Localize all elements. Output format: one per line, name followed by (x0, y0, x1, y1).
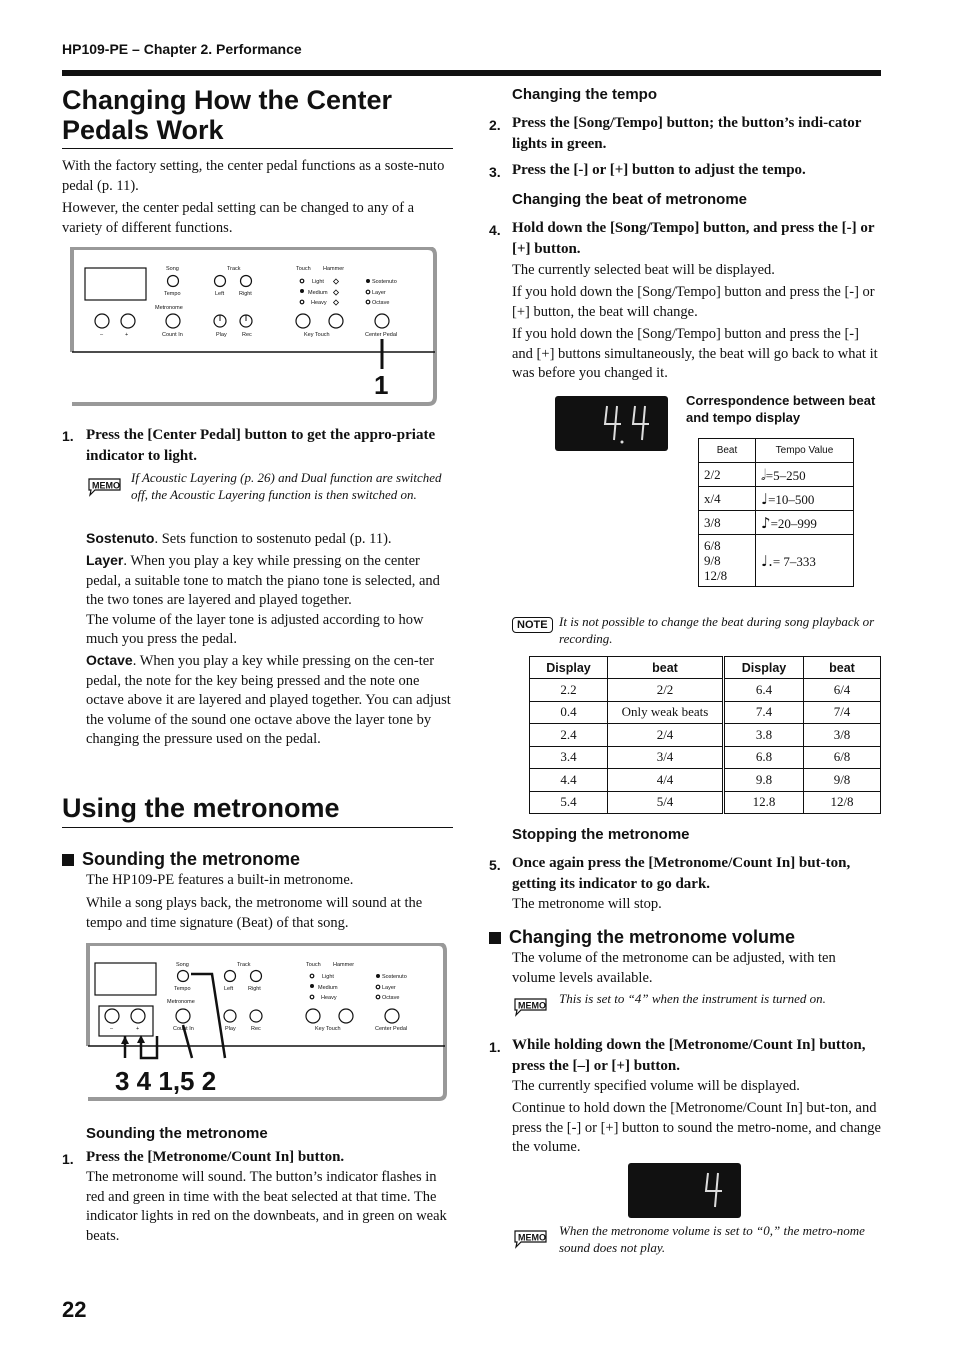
svg-text:Metronome: Metronome (167, 999, 195, 1005)
label-play: Play (216, 332, 227, 338)
note-beat-change: It is not possible to change the beat during song playback or recording. (559, 614, 875, 646)
correspondence-caption: Correspondence between beat and tempo display (686, 393, 876, 425)
label-metronome: Metronome (155, 305, 183, 311)
running-header: HP109-PE – Chapter 2. Performance (62, 41, 302, 57)
square-bullet-icon (489, 932, 501, 944)
table-row: 3/8 ♪=20–999 (699, 511, 854, 535)
label-light: Light (312, 279, 324, 285)
memo-icon (512, 1227, 550, 1249)
stop-step-5-desc: The metronome will stop. (512, 896, 662, 912)
memo-volume-zero: When the metronome volume is set to “0,” the metro-nome sound does not play. (559, 1223, 865, 1255)
term-sostenuto: Sostenuto (86, 530, 155, 546)
table-header-row: Display beat Display beat (530, 657, 881, 679)
table-row: 2.2 2/2 6.4 6/4 (530, 679, 881, 702)
volume-step-1-p2: Continue to hold down the [Metronome/Count In] but-ton, and press the [-] or [+] button to sound the metro-nome, and change the volume. (512, 1100, 881, 1155)
subheading-changing-beat: Changing the beat of metronome (512, 191, 748, 208)
panel-illustration-metronome (84, 943, 450, 1103)
tempo-step-3: Press the [-] or [+] button to adjust the tempo. (512, 162, 806, 178)
label-hammer: Hammer (323, 266, 345, 272)
memo-icon (86, 475, 124, 497)
panel2-callout-numbers: 3 4 1,5 2 (115, 1066, 217, 1096)
svg-text:Touch: Touch (306, 962, 321, 968)
svg-text:Medium: Medium (318, 985, 338, 991)
intro-paragraph-1: With the factory setting, the center pedal functions as a soste-nuto pedal (p. 11). (62, 158, 445, 194)
label-right: Right (239, 291, 252, 297)
table-row: x/4 ♩=10–500 (699, 487, 854, 511)
half-note-icon: 𝅗𝅥 (761, 465, 766, 484)
svg-text:–: – (110, 1026, 114, 1032)
label-track: Track (227, 266, 241, 272)
svg-text:Sostenuto: Sostenuto (382, 974, 407, 980)
panel-illustration-center-pedal (66, 247, 438, 407)
panel1-callout-number: 1 (374, 370, 389, 400)
step-number: 1. (62, 428, 74, 444)
label-rec: Rec (242, 332, 252, 338)
memo-acoustic-layering: If Acoustic Layering (p. 26) and Dual function are switched off, the Acoustic Layering function is then switched on. (131, 470, 442, 502)
label-touch: Touch (296, 266, 311, 272)
square-bullet-icon (62, 854, 74, 866)
label-song: Song (166, 266, 179, 272)
beat-step-4-p1: The currently selected beat will be displayed. (512, 262, 775, 278)
svg-text:Count In: Count In (173, 1026, 194, 1032)
svg-text:Right: Right (248, 986, 261, 992)
beat-step-4: Hold down the [Song/Tempo] button, and press the [-] or [+] button. (512, 220, 875, 257)
svg-text:+: + (136, 1026, 140, 1032)
beat-step-4-p3: If you hold down the [Song/Tempo] button and press the [-] and [+] buttons simultaneously, the beat will go back to what it was before you changed it. (512, 326, 878, 381)
label-heavy: Heavy (311, 300, 327, 306)
page-number: 22 (62, 1297, 87, 1322)
step-number: 2. (489, 117, 501, 133)
svg-text:Rec: Rec (251, 1026, 261, 1032)
octave-description: Octave. When you play a key while pressing on the cen-ter pedal, the note for the key being pressed and the note one octave above it are layered and played together. You can adjust the volume of the sound one octave above the layer tone by changing the pressure used on the pedal. (86, 652, 451, 747)
header-beat: Beat (699, 439, 756, 463)
svg-text:Heavy: Heavy (321, 995, 337, 1001)
label-left: Left (215, 291, 225, 297)
subheading-sounding-steps: Sounding the metronome (86, 1125, 268, 1142)
label-count-in: Count In (162, 332, 183, 338)
beat-tempo-table (698, 438, 854, 587)
step-number: 1. (489, 1039, 501, 1055)
table-row: 2/2 𝅗𝅥=5–250 (699, 463, 854, 487)
svg-text:MEMO: MEMO (518, 1232, 546, 1243)
stop-step-5: Once again press the [Metronome/Count In] but-ton, getting its indicator to go dark. (512, 855, 851, 892)
section-title-metronome: Using the metronome (62, 793, 340, 823)
metronome-step-1-desc: The metronome will sound. The button’s indicator flashes in red and green in time with the beat selected at that time. The indicator lights in red on the downbeats, and in green on weak beats. (86, 1169, 447, 1244)
svg-text:Octave: Octave (382, 995, 400, 1001)
svg-text:Key Touch: Key Touch (315, 1026, 341, 1032)
svg-text:Left: Left (224, 986, 234, 992)
tempo-step-2: Press the [Song/Tempo] button; the button’s indi-cator lights in green. (512, 115, 862, 152)
beat-step-4-p2: If you hold down the [Song/Tempo] button and press the [-] or [+] button, the beat will change. (512, 284, 875, 320)
table-row: 5.4 5/4 12.8 12/8 (530, 791, 881, 814)
header-rule (62, 70, 881, 76)
title-rule (62, 148, 453, 149)
metronome-step-1: Press the [Metronome/Count In] button. (86, 1149, 345, 1165)
term-octave: Octave (86, 652, 133, 668)
subheading-stopping: Stopping the metronome (512, 826, 690, 843)
step-number: 4. (489, 222, 501, 238)
lcd-display-volume (628, 1163, 741, 1218)
label-key-touch: Key Touch (304, 332, 330, 338)
subheading-changing-tempo: Changing the tempo (512, 86, 657, 103)
memo-default-volume: This is set to “4” when the instrument is turned on. (559, 991, 826, 1006)
eighth-note-icon: ♪ (761, 513, 771, 532)
table-header-row (699, 439, 854, 463)
svg-text:Play: Play (225, 1026, 236, 1032)
svg-text:Tempo: Tempo (174, 986, 191, 992)
table-row: 4.4 4/4 9.8 9/8 (530, 769, 881, 792)
label-center-pedal: Center Pedal (365, 332, 398, 338)
subheading-sounding: Sounding the metronome (62, 849, 300, 870)
lcd-digits (555, 396, 668, 451)
step-number: 3. (489, 164, 501, 180)
quarter-note-icon: ♩ (761, 489, 769, 508)
svg-text:Track: Track (237, 962, 251, 968)
title-rule (62, 827, 453, 828)
label-tempo: Tempo (164, 291, 181, 297)
svg-text:Song: Song (176, 962, 189, 968)
table-row: 2.4 2/4 3.8 3/8 (530, 724, 881, 747)
svg-text:MEMO: MEMO (518, 1000, 546, 1011)
svg-text:MEMO: MEMO (92, 480, 120, 491)
svg-text:Layer: Layer (382, 985, 396, 991)
metronome-intro-1: The HP109-PE features a built-in metronome. (86, 872, 354, 888)
layer-description: Layer. When you play a key while pressing on the center pedal, a suitable tone to match the piano tone is selected, and the two tones are layered and played together. The volume of the layer tone is adjusted according to how much you press the pedal. (86, 552, 440, 647)
sostenuto-description: Sostenuto. Sets function to sostenuto pedal (p. 11). (86, 530, 392, 547)
svg-text:Hammer: Hammer (333, 962, 355, 968)
step-number: 5. (489, 857, 501, 873)
step-1-instruction: Press the [Center Pedal] button to get the appro-priate indicator to light. (86, 427, 436, 464)
label-sostenuto: Sostenuto (372, 279, 397, 285)
svg-text:Light: Light (322, 974, 334, 980)
lcd-digit (628, 1163, 741, 1218)
subheading-volume: Changing the metronome volume (489, 927, 795, 948)
step-number: 1. (62, 1151, 74, 1167)
memo-icon (512, 995, 550, 1017)
svg-text:Center Pedal: Center Pedal (375, 1026, 408, 1032)
term-layer: Layer (86, 552, 124, 568)
label-minus: – (100, 332, 104, 338)
dotted-quarter-note-icon: ♩. (761, 551, 773, 570)
header-tempo: Tempo Value (756, 439, 854, 463)
volume-step-1: While holding down the [Metronome/Count In] button, press the [–] or [+] button. (512, 1037, 866, 1074)
lcd-display-beat (555, 396, 668, 451)
table-row: 6/8 9/8 12/8 ♩.= 7–333 (699, 535, 854, 587)
volume-step-1-p1: The currently specified volume will be displayed. (512, 1078, 800, 1094)
section-title-center-pedals: Changing How the Center Pedals Work (62, 85, 392, 145)
metronome-intro-2: While a song plays back, the metronome will sound at the tempo and time signature (Beat) of that song. (86, 895, 423, 931)
label-layer: Layer (372, 290, 386, 296)
note-icon: NOTE (512, 617, 553, 633)
volume-intro: The volume of the metronome can be adjusted, with ten volume levels available. (512, 950, 836, 986)
display-beat-table (529, 656, 881, 814)
label-medium: Medium (308, 290, 328, 296)
table-row: 3.4 3/4 6.8 6/8 (530, 746, 881, 769)
label-octave: Octave (372, 300, 390, 306)
label-plus: + (125, 332, 129, 338)
intro-paragraph-2: However, the center pedal setting can be changed to any of a variety of different functions. (62, 200, 415, 236)
table-row: 0.4 Only weak beats 7.4 7/4 (530, 701, 881, 724)
